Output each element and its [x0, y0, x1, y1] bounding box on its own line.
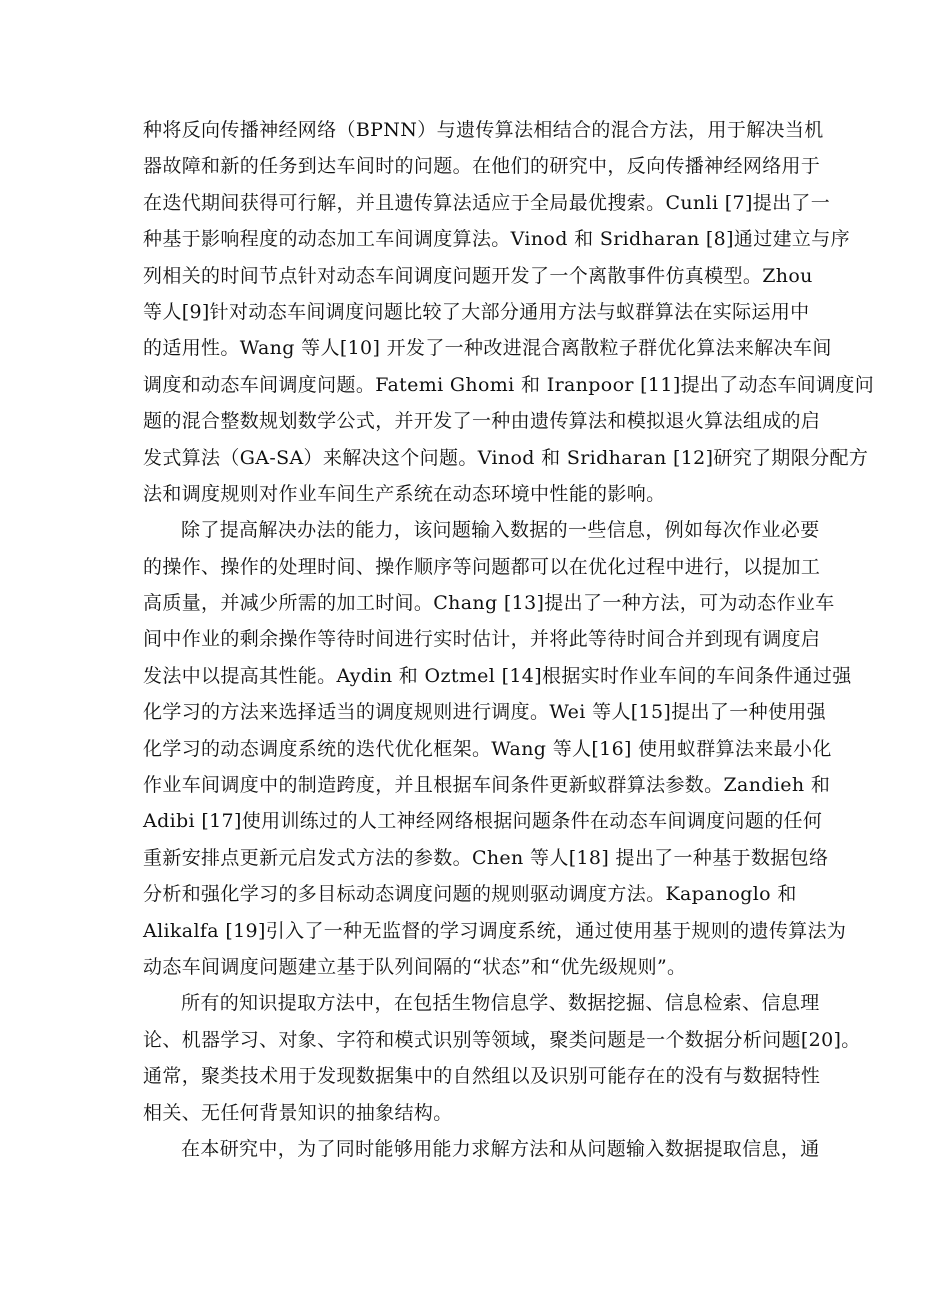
- text-line: 重新安排点更新元启发式方法的参数。Chen 等人[18] 提出了一种基于数据包络: [143, 846, 829, 869]
- paragraph: [143, 512, 852, 985]
- text-line: Alikalfa [19]引入了一种无监督的学习调度系统，通过使用基于规则的遗传算法为: [143, 919, 847, 942]
- text-line: 作业车间调度中的制造跨度，并且根据车间条件更新蚁群算法参数。Zandieh 和: [143, 774, 831, 797]
- text-line: 在本研究中，为了同时能够用能力求解方法和从问题输入数据提取信息，通: [181, 1137, 820, 1160]
- paragraph: [143, 1131, 820, 1167]
- text-line: 种基于影响程度的动态加工车间调度算法。Vinod 和 Sridharan [8]通过建立与序: [143, 228, 850, 251]
- text-line: 等人[9]针对动态车间调度问题比较了大部分通用方法与蚁群算法在实际运用中: [143, 300, 810, 323]
- text-line: 分析和强化学习的多目标动态调度问题的规则驱动调度方法。Kapanoglo 和: [143, 883, 797, 906]
- text-line: 在迭代期间获得可行解，并且遗传算法适应于全局最优搜索。Cunli [7]提出了一: [143, 191, 831, 214]
- text-line: 除了提高解决办法的能力，该问题输入数据的一些信息，例如每次作业必要: [181, 519, 820, 542]
- text-line: 调度和动态车间调度问题。Fatemi Ghomi 和 Iranpoor [11]提出了动态车间调度问: [143, 373, 875, 396]
- text-line: 发式算法（GA-SA）来解决这个问题。Vinod 和 Sridharan [12]研究了期限分配方: [143, 446, 869, 469]
- text-line: 高质量，并减少所需的加工时间。Chang [13]提出了一种方法，可为动态作业车: [143, 592, 835, 615]
- paragraph: [143, 985, 861, 1131]
- text-line: 动态车间调度问题建立基于队列间隔的“状态”和“优先级规则”。: [143, 955, 687, 978]
- text-line: 列相关的时间节点针对动态车间调度问题开发了一个离散事件仿真模型。Zhou: [143, 264, 813, 287]
- text-line: 间中作业的剩余操作等待时间进行实时估计，并将此等待时间合并到现有调度启: [143, 628, 821, 651]
- text-line: 论、机器学习、对象、字符和模式识别等领域，聚类问题是一个数据分析问题[20]。: [143, 1028, 861, 1051]
- text-line: 通常，聚类技术用于发现数据集中的自然组以及识别可能存在的没有与数据特性: [143, 1065, 821, 1088]
- paragraph: [143, 112, 875, 512]
- text-line: 所有的知识提取方法中，在包括生物信息学、数据挖掘、信息检索、信息理: [181, 992, 820, 1015]
- body-text: [143, 112, 875, 1167]
- text-line: Adibi [17]使用训练过的人工神经网络根据问题条件在动态车间调度问题的任何: [143, 810, 823, 833]
- text-line: 题的混合整数规划数学公式，并开发了一种由遗传算法和模拟退火算法组成的启: [143, 410, 821, 433]
- text-line: 化学习的动态调度系统的迭代优化框架。Wang 等人[16] 使用蚁群算法来最小化: [143, 737, 832, 760]
- text-line: 的适用性。Wang 等人[10] 开发了一种改进混合离散粒子群优化算法来解决车间: [143, 337, 832, 360]
- text-line: 器故障和新的任务到达车间时的问题。在他们的研究中，反向传播神经网络用于: [143, 155, 821, 178]
- text-line: 种将反向传播神经网络（BPNN）与遗传算法相结合的混合方法，用于解决当机: [143, 119, 824, 141]
- text-line: 的操作、操作的处理时间、操作顺序等问题都可以在优化过程中进行，以提加工: [143, 555, 821, 578]
- text-line: 化学习的方法来选择适当的调度规则进行调度。Wei 等人[15]提出了一种使用强: [143, 701, 826, 724]
- text-line: 法和调度规则对作业车间生产系统在动态环境中性能的影响。: [143, 482, 666, 505]
- text-line: 相关、无任何背景知识的抽象结构。: [143, 1101, 453, 1124]
- text-line: 发法中以提高其性能。Aydin 和 Oztmel [14]根据实时作业车间的车间条件通过强: [143, 664, 852, 687]
